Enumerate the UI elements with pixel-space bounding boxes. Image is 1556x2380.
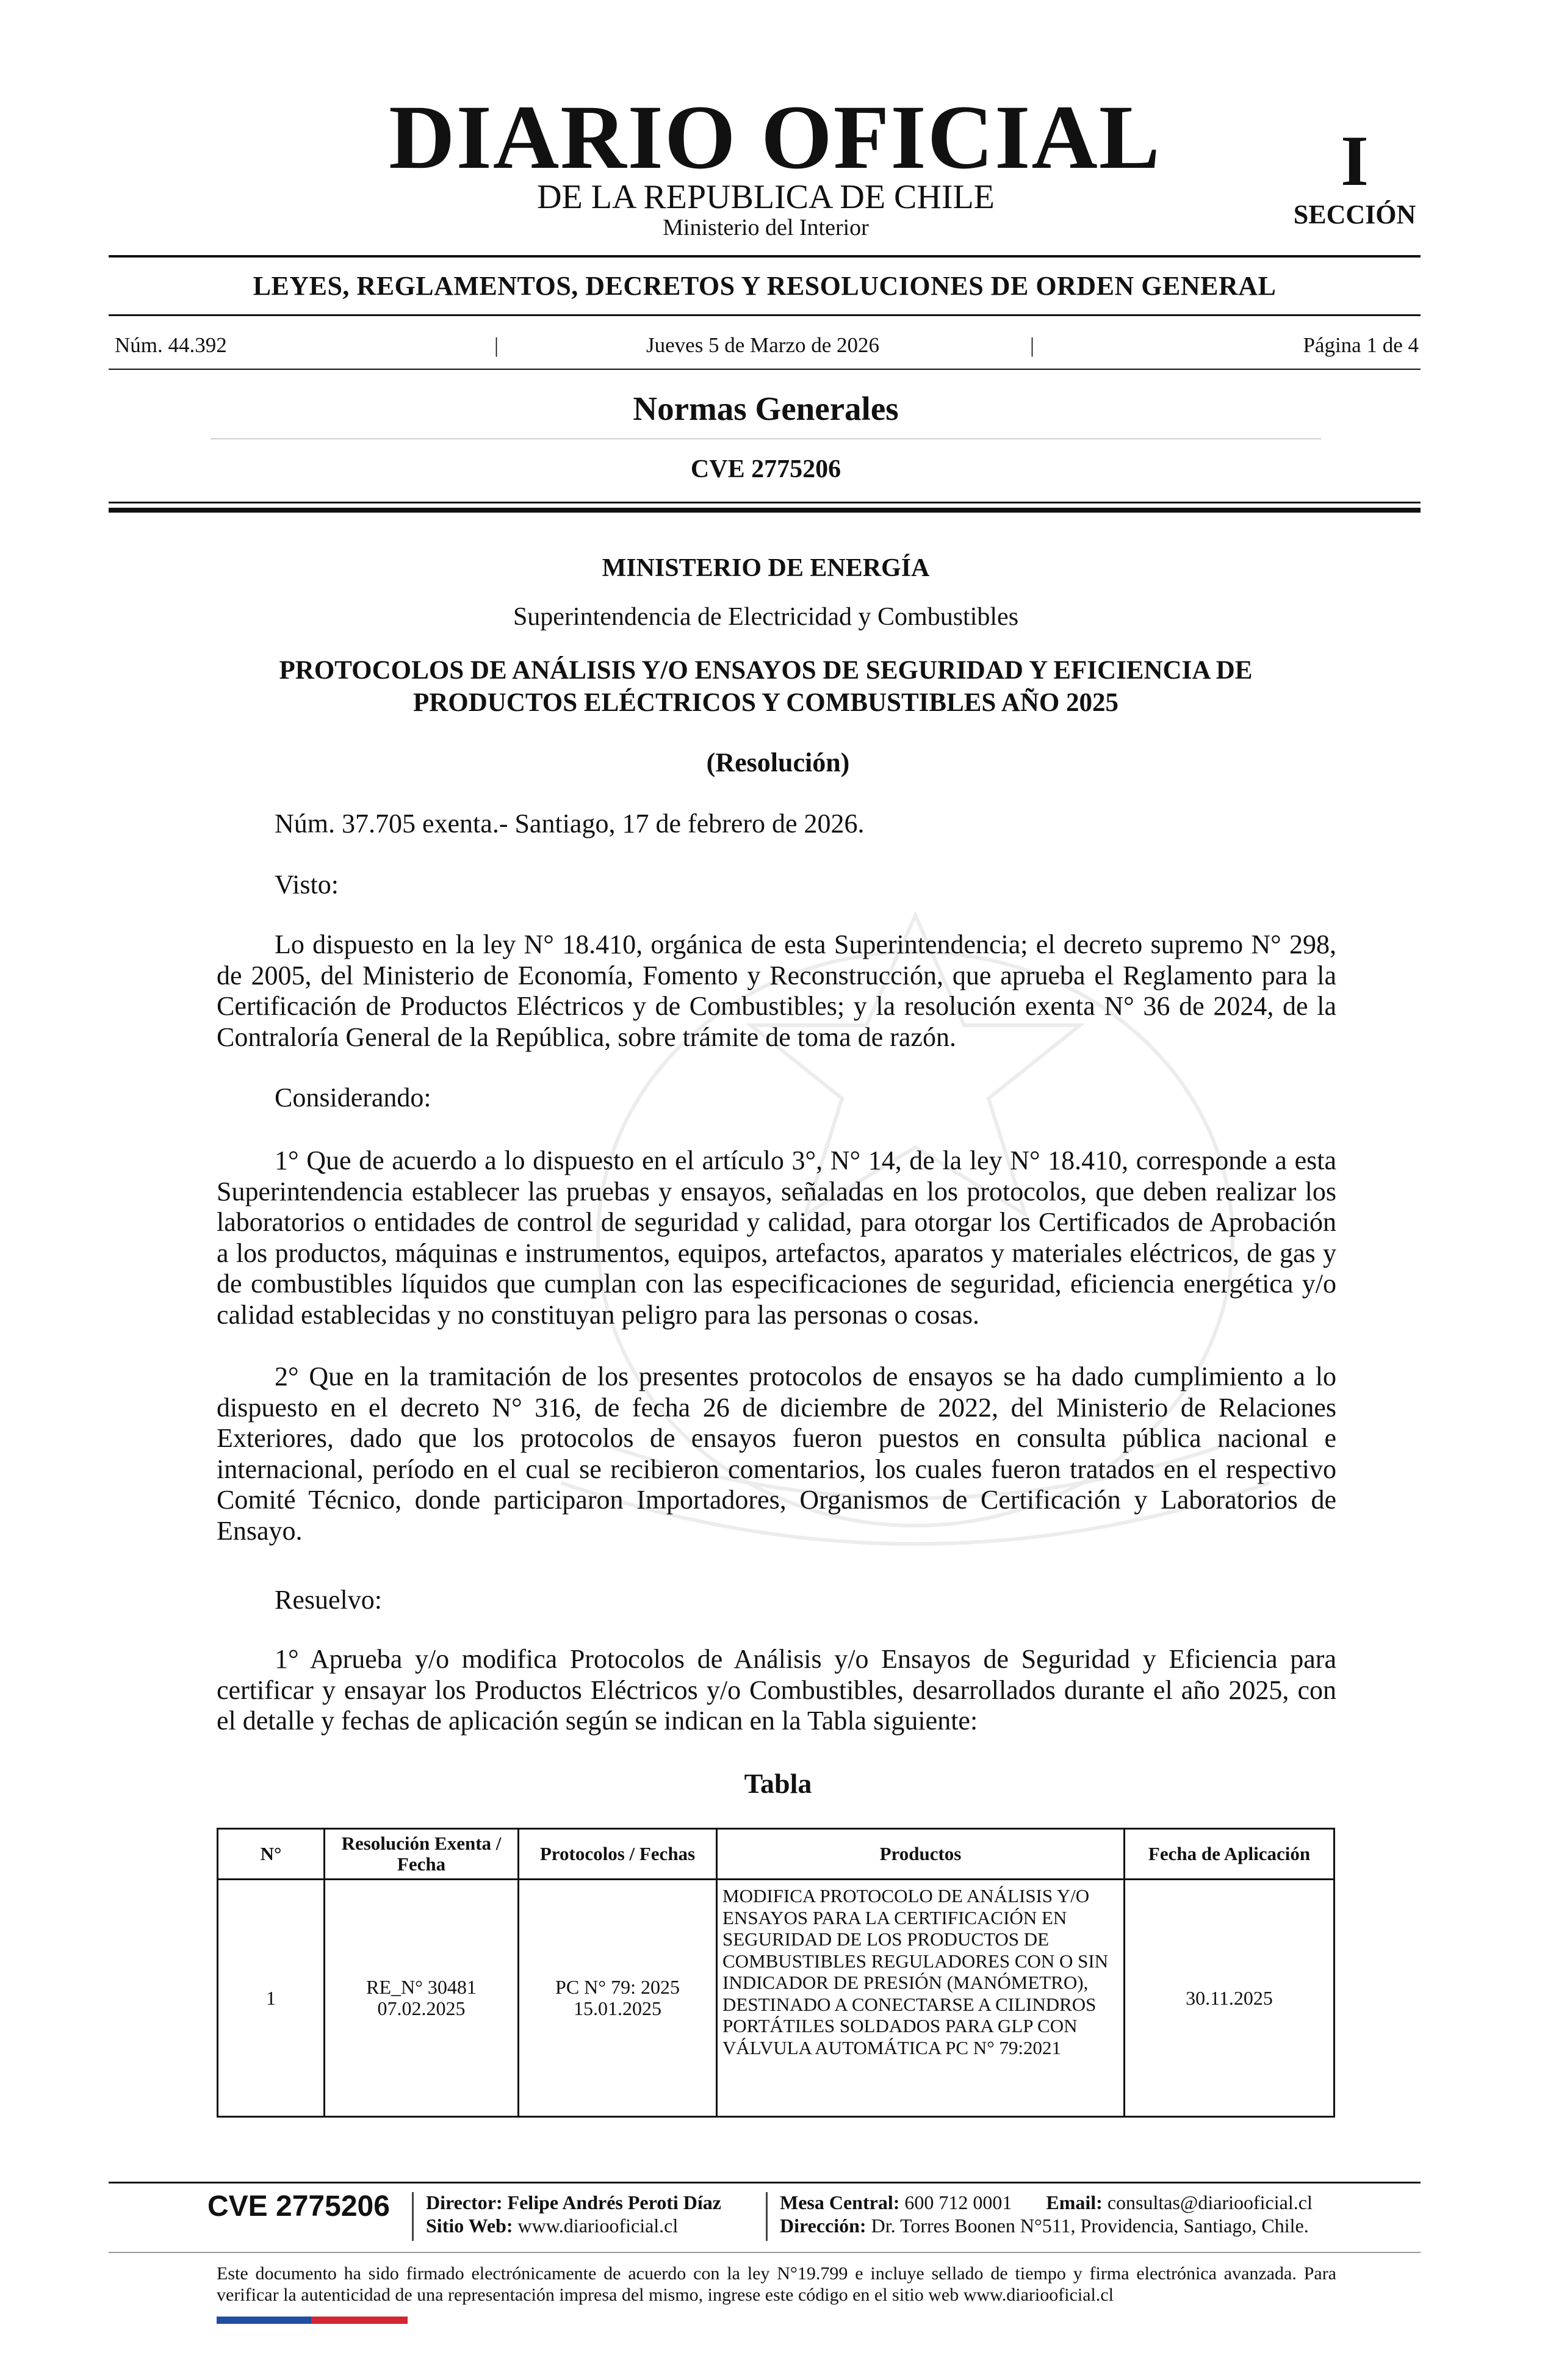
ministry-name: MINISTERIO DE ENERGÍA xyxy=(602,554,930,582)
resolution-number: Núm. 37.705 exenta.- Santiago, 17 de febrero de 2026. xyxy=(275,809,865,838)
email-address[interactable]: consultas@diariooficial.cl xyxy=(1107,2191,1313,2213)
resolution-code: RE_N° 30481 xyxy=(366,1976,477,1998)
issue-date: Jueves 5 de Marzo de 2026 xyxy=(646,333,879,357)
footer-website xyxy=(426,2214,678,2237)
director-label: Director: xyxy=(426,2191,503,2213)
newspaper-ministry: Ministerio del Interior xyxy=(663,215,869,240)
section-label: SECCIÓN xyxy=(1293,200,1416,229)
table-label: Tabla xyxy=(744,1768,812,1799)
visto-label: Visto: xyxy=(275,870,339,900)
protocols-table xyxy=(217,1828,1335,2118)
heading-rule xyxy=(109,314,1421,316)
category-title: Normas Generales xyxy=(633,390,899,427)
footer-address xyxy=(780,2214,1309,2237)
protocol-code: PC N° 79: 2025 xyxy=(555,1976,680,1998)
considerando-2: 2° Que en la tramitación de los presentes protocolos de ensayos se ha dado cumplimiento a lo dispuesto en el decreto N° 316, de fecha 26 de diciembre de 2022, del Ministerio de Relaciones Exteriores, dado que los protocolos de ensayos fueron puestos en consulta pública nacional e internacional, período en el cual se recibieron comentarios, los cuales fueron tratados en el respectivo Comité Técnico, donde participaron Importadores, Organismos de Certificación y Laboratorios de Ensayo. xyxy=(217,1361,1336,1546)
website-label: Sitio Web: xyxy=(426,2215,513,2237)
flag-stripe-red xyxy=(311,2317,408,2324)
header-protocols: Protocolos / Fechas xyxy=(519,1829,717,1880)
footer-director xyxy=(426,2191,721,2214)
table-row xyxy=(218,1880,1334,2117)
address-label: Dirección: xyxy=(780,2215,866,2237)
newspaper-subtitle: DE LA REPUBLICA DE CHILE xyxy=(537,178,995,216)
page-number: Página 1 de 4 xyxy=(1303,333,1419,357)
considerando-label: Considerando: xyxy=(275,1083,431,1112)
cell-application-date: 30.11.2025 xyxy=(1125,1880,1334,2117)
masthead-rule xyxy=(109,255,1421,258)
issue-separator: | xyxy=(1030,333,1035,357)
footer-contact xyxy=(780,2191,1313,2214)
header-number: N° xyxy=(218,1829,325,1880)
issue-number: Núm. 44.392 xyxy=(115,333,227,357)
header-resolution: Resolución Exenta / Fecha xyxy=(325,1829,519,1880)
phone-label: Mesa Central: xyxy=(780,2191,900,2213)
cell-protocol xyxy=(519,1880,717,2117)
resolution-title: PROTOCOLOS DE ANÁLISIS Y/O ENSAYOS DE SEGURIDAD Y EFICIENCIA DE PRODUCTOS ELÉCTRICOS Y COMBUSTIBLES AÑO 2025 xyxy=(279,656,1253,717)
resuelvo-label: Resuelvo: xyxy=(275,1585,382,1615)
protocol-date: 15.01.2025 xyxy=(574,1997,661,2019)
header-products: Productos xyxy=(717,1829,1125,1880)
agency-name: Superintendencia de Electricidad y Combustibles xyxy=(513,603,1019,631)
resuelvo-1: 1° Aprueba y/o modifica Protocolos de Análisis y/o Ensayos de Seguridad y Eficiencia para certificar y ensayar los Productos Eléctricos y/o Combustibles, desarrollados durante el año 2025, con el detalle y fechas de aplicación según se indican en la Tabla siguiente: xyxy=(217,1644,1336,1736)
issue-rule xyxy=(109,369,1421,370)
footer-cve: CVE 2775206 xyxy=(207,2190,390,2223)
footer-divider xyxy=(766,2192,768,2241)
website-link[interactable]: www.diariooficial.cl xyxy=(517,2215,679,2237)
footer-rule-secondary xyxy=(109,2252,1421,2253)
issue-separator: | xyxy=(494,333,499,357)
double-rule-bottom xyxy=(109,508,1421,513)
flag-stripe-blue xyxy=(217,2317,311,2324)
footer-divider xyxy=(412,2192,414,2241)
category-rule xyxy=(211,438,1321,439)
double-rule-top xyxy=(109,502,1421,503)
resolution-date: 07.02.2025 xyxy=(377,1997,466,2019)
resolution-type: (Resolución) xyxy=(706,748,850,777)
section-number: I xyxy=(1341,121,1369,201)
cell-number: 1 xyxy=(218,1880,325,2117)
considerando-1: 1° Que de acuerdo a lo dispuesto en el artículo 3°, N° 14, de la ley N° 18.410, corresponde a esta Superintendencia establecer las pruebas y ensayos, señaladas en los protocolos, que deben realizar los laboratorios o entidades de control de seguridad y calidad, para otorgar los Certificados de Aprobación a los productos, máquinas e instrumentos, equipos, artefactos, aparatos y materiales eléctricos, de gas y de combustibles líquidos que cumplan con las especificaciones de seguridad, eficiencia energética y/o calidad establecidas y no constituyan peligro para las personas o cosas. xyxy=(217,1145,1336,1330)
email-label: Email: xyxy=(1046,2191,1103,2213)
director-name: Felipe Andrés Peroti Díaz xyxy=(507,2191,721,2213)
section-heading: LEYES, REGLAMENTOS, DECRETOS Y RESOLUCIONES DE ORDEN GENERAL xyxy=(253,271,1277,301)
address-text: Dr. Torres Boonen N°511, Providencia, Santiago, Chile. xyxy=(871,2215,1309,2237)
cell-resolution xyxy=(325,1880,519,2117)
visto-paragraph: Lo dispuesto en la ley N° 18.410, orgánica de esta Superintendencia; el decreto supremo N° 298, de 2005, del Ministerio de Economía, Fomento y Reconstrucción, que aprueba el Reglamento para la Certificación de Productos Eléctricos y de Combustibles; y la resolución exenta N° 36 de 2024, de la Contraloría General de la República, sobre trámite de toma de razón. xyxy=(217,929,1336,1052)
signature-disclaimer: Este documento ha sido firmado electrónicamente de acuerdo con la ley N°19.799 e incluye sellado de tiempo y firma electrónica avanzada. Para verificar la autenticidad de una representación impresa del mismo, ingrese este código en el sitio web www.diariooficial.cl xyxy=(217,2263,1336,2305)
header-application-date: Fecha de Aplicación xyxy=(1125,1829,1334,1880)
footer-rule xyxy=(109,2182,1421,2183)
cell-products: MODIFICA PROTOCOLO DE ANÁLISIS Y/O ENSAYOS PARA LA CERTIFICACIÓN EN SEGURIDAD DE LOS PRODUCTOS DE COMBUSTIBLES REGULADORES CON O SIN INDICADOR DE PRESIÓN (MANÓMETRO), DESTINADO A CONECTARSE A CILINDROS PORTÁTILES SOLDADOS PARA GLP CON VÁLVULA AUTOMÁTICA PC N° 79:2021 xyxy=(717,1880,1125,2117)
phone-number: 600 712 0001 xyxy=(904,2191,1012,2213)
table-header-row xyxy=(218,1829,1334,1880)
cve-code: CVE 2775206 xyxy=(690,455,841,483)
newspaper-title: DIARIO OFICIAL xyxy=(389,87,1161,188)
